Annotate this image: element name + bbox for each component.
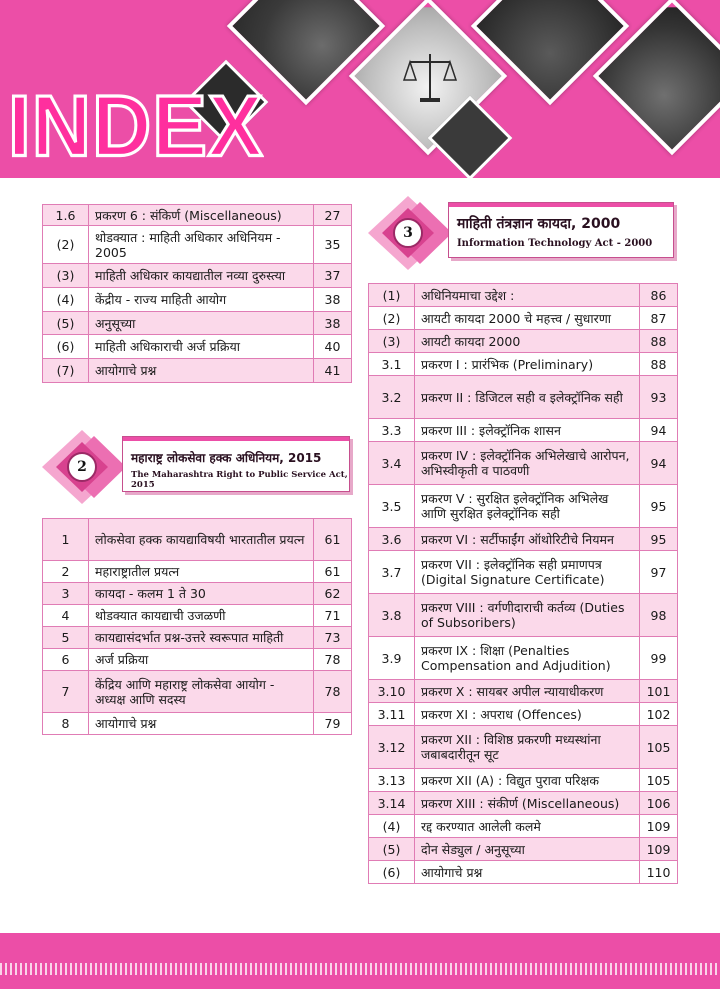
row-title: थोडक्यात कायद्याची उजळणी [89,605,314,627]
section-title-english: Information Technology Act - 2000 [457,238,653,249]
row-number: (2) [43,226,89,264]
row-title: कायदा - कलम 1 ते 30 [89,583,314,605]
table-row [369,284,678,307]
row-number: 1 [43,519,89,561]
table-row [369,528,678,551]
table-row [369,815,678,838]
table-row [369,594,678,637]
row-page: 78 [314,649,352,671]
table-row [43,583,352,605]
row-title: प्रकरण VIII : वर्गणीदाराची कर्तव्य (Duties of Subsoribers) [415,594,640,637]
row-page: 38 [314,312,352,335]
table-row [43,561,352,583]
section-title-marathi: महाराष्ट्र लोकसेवा हक्क अधिनियम, 2015 [131,451,322,465]
index-table-2 [42,518,352,735]
row-number: (6) [369,861,415,884]
row-page: 106 [640,792,678,815]
row-number: 8 [43,713,89,735]
row-page: 78 [314,671,352,713]
row-title: माहिती अधिकाराची अर्ज प्रक्रिया [89,335,314,359]
page-title: INDEX [8,78,264,175]
row-page: 62 [314,583,352,605]
row-number: (3) [43,264,89,288]
row-page: 40 [314,335,352,359]
row-page: 88 [640,353,678,376]
section-number: 2 [67,452,97,482]
row-page: 41 [314,359,352,383]
row-number: 3.3 [369,419,415,442]
row-number: 3.9 [369,637,415,680]
row-title: आयोगाचे प्रश्न [89,359,314,383]
row-page: 71 [314,605,352,627]
table-row [43,519,352,561]
table-row [43,205,352,226]
table-row [369,551,678,594]
row-number: 3.13 [369,769,415,792]
row-page: 98 [640,594,678,637]
section-banner [122,436,350,492]
row-page: 61 [314,561,352,583]
table-row [369,703,678,726]
row-title: प्रकरण XIII : संकीर्ण (Miscellaneous) [415,792,640,815]
table-row [43,226,352,264]
table-row [43,649,352,671]
row-page: 95 [640,485,678,528]
row-title: केंद्रीय - राज्य माहिती आयोग [89,288,314,312]
row-title: आयटी कायदा 2000 [415,330,640,353]
row-page: 37 [314,264,352,288]
table-row [43,312,352,335]
table-row [369,726,678,769]
row-title: प्रकरण I : प्रारंभिक (Preliminary) [415,353,640,376]
table-row [369,485,678,528]
row-page: 105 [640,769,678,792]
section-title-english: The Maharashtra Right to Public Service Act, 2015 [131,470,348,490]
row-number: 3.4 [369,442,415,485]
section-3-heading [364,194,682,274]
row-number: 3.6 [369,528,415,551]
row-title: प्रकरण II : डिजिटल सही व इलेक्ट्रॉनिक सही [415,376,640,419]
table-row [43,288,352,312]
row-number: (2) [369,307,415,330]
section-number: 3 [393,218,423,248]
row-page: 88 [640,330,678,353]
row-page: 105 [640,726,678,769]
table-row [369,353,678,376]
table-row [369,637,678,680]
row-title: प्रकरण III : इलेक्ट्रॉनिक शासन [415,419,640,442]
row-page: 101 [640,680,678,703]
table-row [369,861,678,884]
row-title: प्रकरण IV : इलेक्ट्रॉनिक अभिलेखाचे आरोपन, अभिस्वीकृती व पाठवणी [415,442,640,485]
section-banner [448,202,674,258]
row-title: प्रकरण VII : इलेक्ट्रॉनिक सही प्रमाणपत्र (Digital Signature Certificate) [415,551,640,594]
row-number: 2 [43,561,89,583]
index-table-3 [368,283,678,884]
row-number: (4) [369,815,415,838]
row-number: (7) [43,359,89,383]
table-row [43,264,352,288]
row-page: 110 [640,861,678,884]
row-page: 99 [640,637,678,680]
row-number: 3.11 [369,703,415,726]
row-page: 97 [640,551,678,594]
row-title: अनुसूच्या [89,312,314,335]
table-row [369,307,678,330]
row-title: प्रकरण X : सायबर अपील न्यायाधीकरण [415,680,640,703]
row-title: अधिनियमाचा उद्देश : [415,284,640,307]
row-title: प्रकरण IX : शिक्षा (Penalties Compensation and Adjudition) [415,637,640,680]
row-number: 3.7 [369,551,415,594]
table-row [43,359,352,383]
row-number: 3.10 [369,680,415,703]
row-number: 3.14 [369,792,415,815]
row-number: 3.5 [369,485,415,528]
row-title: रद्द करण्यात आलेली कलमे [415,815,640,838]
row-number: (1) [369,284,415,307]
row-number: (6) [43,335,89,359]
row-number: (5) [43,312,89,335]
table-row [369,838,678,861]
row-title: प्रकरण XII (A) : विद्युत पुरावा परिक्षक [415,769,640,792]
row-page: 38 [314,288,352,312]
row-page: 35 [314,226,352,264]
row-title: लोकसेवा हक्क कायद्याविषयी भारतातील प्रयत्न [89,519,314,561]
header-banner [0,0,720,178]
table-row [369,680,678,703]
table-row [369,376,678,419]
row-title: माहिती अधिकार कायद्यातील नव्या दुरुस्त्या [89,264,314,288]
row-title: दोन सेड्युल / अनुसूच्या [415,838,640,861]
table-row [43,335,352,359]
row-title: कायद्यासंदर्भात प्रश्न-उत्तरे स्वरूपात माहिती [89,627,314,649]
row-number: (3) [369,330,415,353]
table-row [369,419,678,442]
row-title: प्रकरण XI : अपराध (Offences) [415,703,640,726]
row-number: 6 [43,649,89,671]
row-title: थोडक्यात : माहिती अधिकार अधिनियम - 2005 [89,226,314,264]
row-number: 1.6 [43,205,89,226]
table-row [43,627,352,649]
table-row [369,769,678,792]
row-title: प्रकरण XII : विशिष्ठ प्रकरणी मध्यस्थांना जबाबदारीतून सूट [415,726,640,769]
row-page: 95 [640,528,678,551]
row-page: 27 [314,205,352,226]
row-title: प्रकरण VI : सर्टीफाईंग ऑथोरिटीचे नियमन [415,528,640,551]
row-page: 94 [640,442,678,485]
row-title: आयोगाचे प्रश्न [89,713,314,735]
row-number: (5) [369,838,415,861]
row-number: 3.12 [369,726,415,769]
row-page: 109 [640,815,678,838]
row-number: (4) [43,288,89,312]
row-number: 7 [43,671,89,713]
row-number: 3.2 [369,376,415,419]
table-row [369,442,678,485]
justice-scale-icon [400,48,460,108]
row-number: 4 [43,605,89,627]
row-title: अर्ज प्रक्रिया [89,649,314,671]
row-page: 73 [314,627,352,649]
row-title: आयटी कायदा 2000 चे महत्त्व / सुधारणा [415,307,640,330]
table-row [43,713,352,735]
row-page: 79 [314,713,352,735]
table-row [43,671,352,713]
row-page: 94 [640,419,678,442]
row-page: 102 [640,703,678,726]
row-page: 86 [640,284,678,307]
section-title-marathi: माहिती तंत्रज्ञान कायदा, 2000 [457,216,621,232]
index-table-1 [42,204,352,383]
row-number: 3 [43,583,89,605]
row-page: 93 [640,376,678,419]
table-row [369,330,678,353]
row-page: 109 [640,838,678,861]
table-row [43,605,352,627]
footer-band [0,933,720,989]
row-title: केंद्रिय आणि महाराष्ट्र लोकसेवा आयोग - अध्यक्ष आणि सदस्य [89,671,314,713]
row-number: 3.1 [369,353,415,376]
row-title: प्रकरण V : सुरक्षित इलेक्ट्रॉनिक अभिलेख आणि सुरक्षित इलेक्ट्रॉनिक सही [415,485,640,528]
row-page: 61 [314,519,352,561]
section-2-heading [38,428,356,508]
row-title: प्रकरण 6 : संकिर्ण (Miscellaneous) [89,205,314,226]
row-page: 87 [640,307,678,330]
row-title: आयोगाचे प्रश्न [415,861,640,884]
row-number: 3.8 [369,594,415,637]
table-row [369,792,678,815]
row-title: महाराष्ट्रातील प्रयत्न [89,561,314,583]
row-number: 5 [43,627,89,649]
